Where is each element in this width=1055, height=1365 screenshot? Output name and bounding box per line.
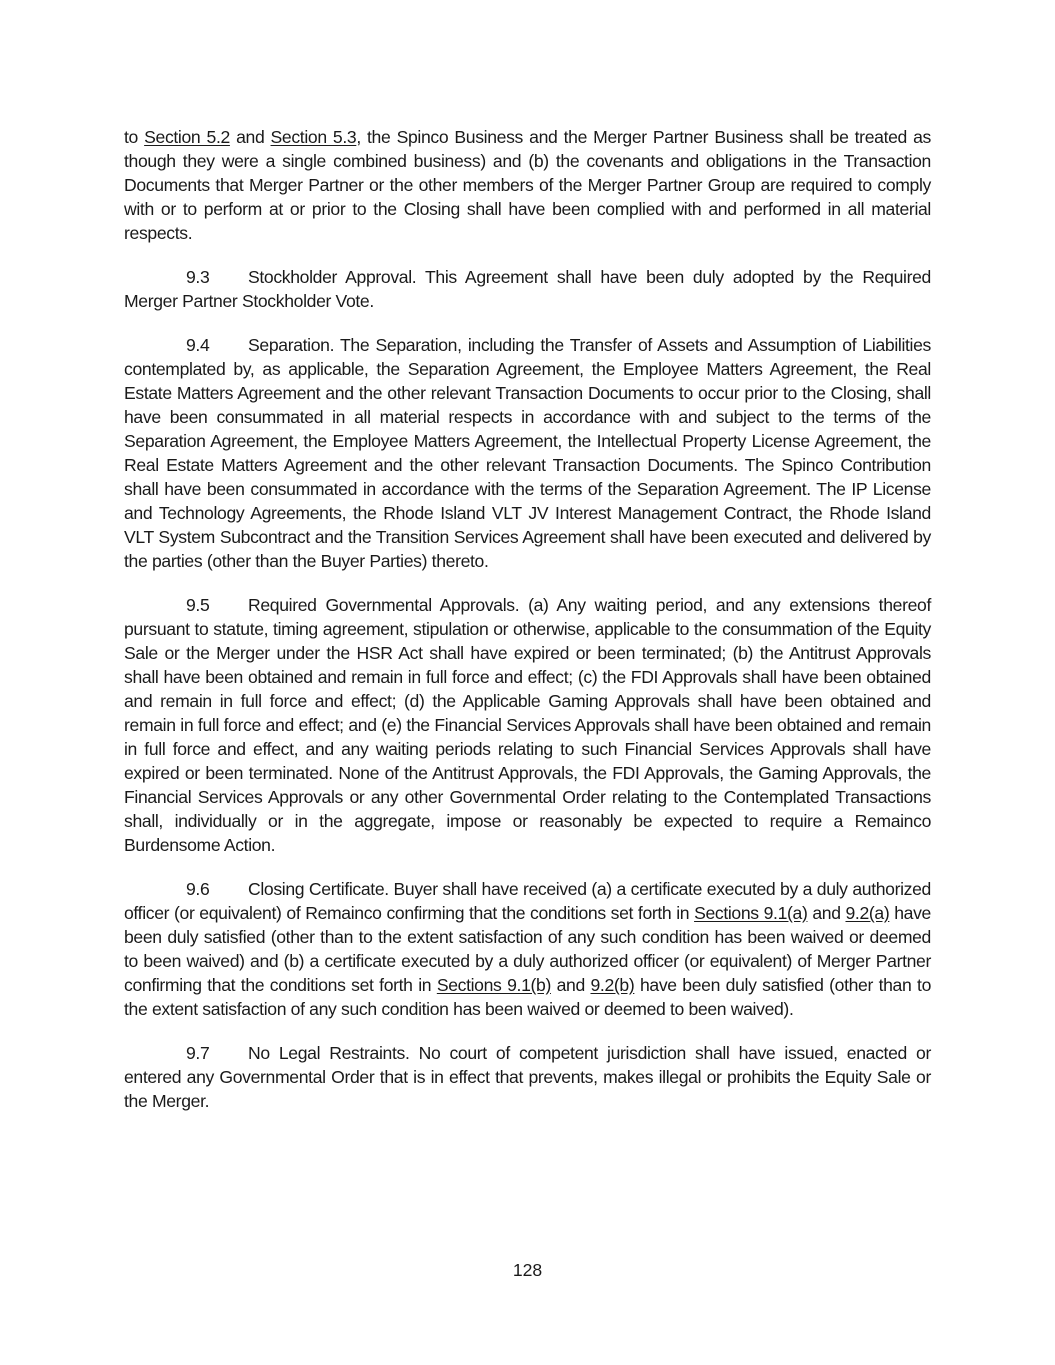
section-number: 9.3	[186, 267, 210, 287]
paragraph-text: and	[550, 975, 591, 995]
paragraph-text: Stockholder Approval. This Agreement shall have been duly adopted by the Required Merger Partner Stockholder Vote.	[124, 267, 931, 311]
cross-reference: Sections 9.1(b)	[436, 975, 551, 995]
section-9-4	[124, 333, 931, 573]
section-number: 9.6	[186, 879, 210, 899]
section-9-6	[124, 877, 931, 1021]
section-9-7	[124, 1041, 931, 1113]
paragraph-text: have been duly satisfied (other than to the extent satisfaction of any such condition has been waived or deemed to been waived) and (b) a certificate executed by a duly authorized officer (or equivalent) of Merger Partner confirming that the conditions set forth in	[124, 903, 931, 995]
paragraph-text: , the Spinco Business and the Merger Partner Business shall be treated as though they were a single combined business) and (b) the covenants and obligations in the Transaction Documents that Merger Partner or the other members of the Merger Partner Group are required to comply with or to perform at or prior to the Closing shall have been complied with and performed in all material respects.	[124, 127, 932, 243]
paragraph-text: Closing Certificate. Buyer shall have received (a) a certificate executed by a duly authorized officer (or equivalent) of Remainco confirming that the conditions set forth in	[124, 879, 931, 923]
section-9-5	[124, 593, 931, 857]
paragraph-text: Separation. The Separation, including the Transfer of Assets and Assumption of Liabilities contemplated by, as applicable, the Separation Agreement, the Employee Matters Agreement, the Real Estate Matters Agreement and the other relevant Transaction Documents to occur prior to the Closing, shall have been consummated in all material respects in accordance with and subject to the terms of the Separation Agreement, the Employee Matters Agreement, the Intellectual Property License Agreement, the Real Estate Matters Agreement and the other relevant Transaction Documents. The Spinco Contribution shall have been consummated in accordance with the terms of the Separation Agreement. The IP License and Technology Agreements, the Rhode Island VLT JV Interest Management Contract, the Rhode Island VLT System Subcontract and the Transition Services Agreement shall have been executed and delivered by the parties (other than the Buyer Parties) thereto.	[124, 335, 931, 571]
section-number: 9.5	[186, 595, 210, 615]
section-number: 9.4	[186, 335, 210, 355]
paragraph-text: and	[229, 127, 271, 147]
paragraph-text: Required Governmental Approvals. (a) Any waiting period, and any extensions thereof pursuant to statute, timing agreement, stipulation or otherwise, applicable to the consummation of the Equity Sale or the Merger under the HSR Act shall have expired or been terminated; (b) the Antitrust Approvals shall have been obtained and remain in full force and effect; (c) the FDI Approvals shall have been obtained and remain in full force and effect; (d) the Applicable Gaming Approvals shall have been obtained and remain in full force and effect; and (e) the Financial Services Approvals shall have been obtained and remain in full force and effect, and any waiting periods relating to such Financial Services Approvals shall have expired or been terminated. None of the Antitrust Approvals, the FDI Approvals, the Gaming Approvals, the Financial Services Approvals or any other Governmental Order relating to the Contemplated Transactions shall, individually or in the aggregate, impose or reasonably be expected to require a Remainco Burdensome Action.	[124, 595, 931, 855]
page-number: 128	[512, 1260, 543, 1280]
document-body	[124, 125, 931, 1133]
paragraph-text: to	[124, 127, 145, 147]
section-number: 9.7	[186, 1043, 210, 1063]
cross-reference: 9.2(a)	[845, 903, 890, 923]
paragraph-text: No Legal Restraints. No court of competent jurisdiction shall have issued, enacted or entered any Governmental Order that is in effect that prevents, makes illegal or prohibits the Equity Sale or the Merger.	[124, 1043, 931, 1111]
cross-reference: 9.2(b)	[590, 975, 635, 995]
paragraph-text: have been duly satisfied (other than to the extent satisfaction of any such condition has been waived or deemed to been waived).	[124, 975, 931, 1019]
cross-reference: Section 5.2	[144, 127, 230, 147]
cross-reference: Section 5.3	[270, 127, 357, 147]
paragraph-text: and	[807, 903, 846, 923]
section-9-3	[124, 265, 931, 313]
cross-reference: Sections 9.1(a)	[694, 903, 808, 923]
continued-paragraph	[124, 125, 931, 245]
